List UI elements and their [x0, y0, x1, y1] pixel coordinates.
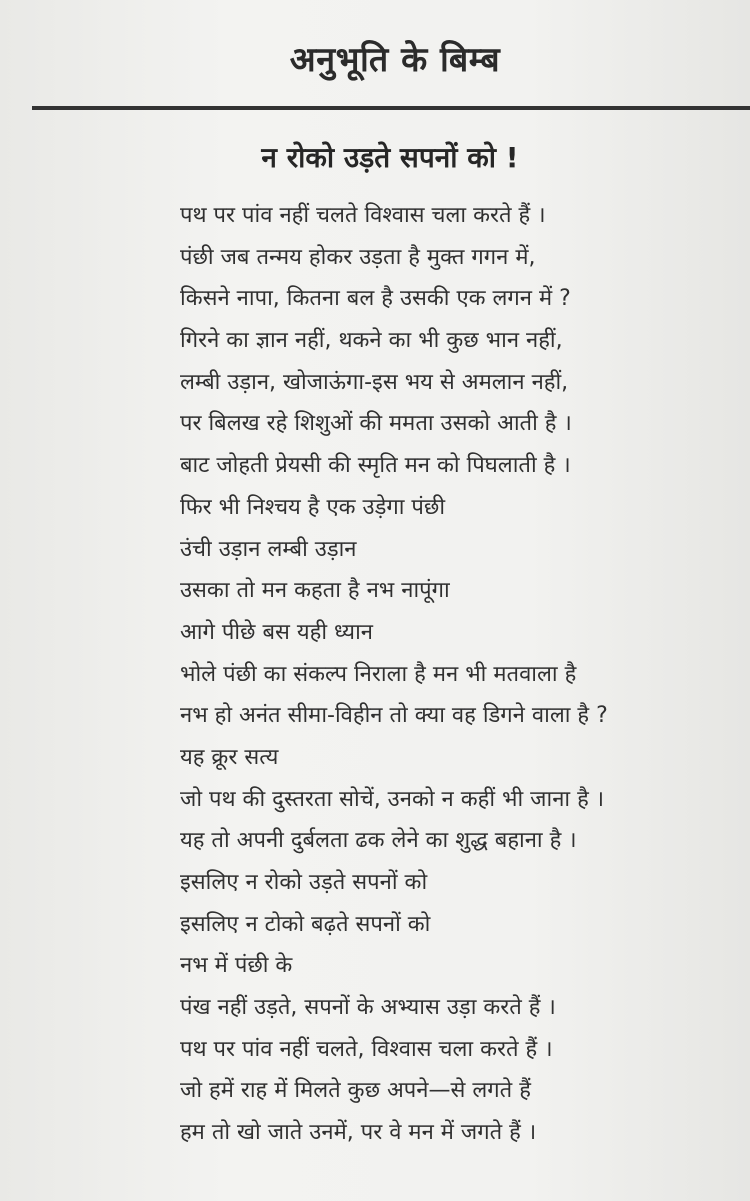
poem-line: पथ पर पांव नहीं चलते विश्वास चला करते हैं । — [180, 203, 546, 228]
header-divider — [32, 106, 750, 110]
poem-line: नभ हो अनंत सीमा-विहीन तो क्या वह डिगने वाला है ? — [180, 703, 608, 729]
poem-line: यह तो अपनी दुर्बलता ढक लेने का शुद्ध बहाना है । — [180, 828, 577, 854]
poem-line: उसका तो मन कहता है नभ नापूंगा — [180, 578, 450, 604]
poem-line: बाट जोहती प्रेयसी की स्मृति मन को पिघलाती है । — [180, 453, 571, 479]
poem-line: पथ पर पांव नहीं चलते, विश्वास चला करते हैं । — [180, 1036, 553, 1062]
poem-line: पर बिलख रहे शिशुओं की ममता उसको आती है । — [180, 411, 572, 437]
poem-line: यह क्रूर सत्य — [180, 744, 279, 770]
book-title: अनुभूति के बिम्ब — [289, 40, 501, 80]
poem-line: इसलिए न रोको उड़ते सपनों को — [180, 870, 428, 895]
poem-title: न रोको उड़ते सपनों को ! — [261, 141, 519, 174]
poem-line: पंख नहीं उड़ते, सपनों के अभ्यास उड़ा करते हैं । — [180, 995, 556, 1021]
poem-line: उंची उड़ान लम्बी उड़ान — [180, 536, 357, 562]
poem-line: हम तो खो जाते उनमें, पर वे मन में जगते हैं । — [180, 1120, 537, 1146]
poem-line: नभ में पंछी के — [180, 953, 293, 979]
poem-line: भोले पंछी का संकल्प निराला है मन भी मतवाला है — [180, 661, 577, 687]
poem-line: फिर भी निश्चय है एक उड़ेगा पंछी — [180, 494, 446, 520]
poem-body — [180, 195, 740, 1154]
poem-line: गिरने का ज्ञान नहीं, थकने का भी कुछ भान नहीं, — [180, 328, 563, 354]
poem-line: किसने नापा, कितना बल है उसकी एक लगन में ? — [180, 286, 571, 312]
poem-line: लम्बी उड़ान, खोजाऊंगा-इस भय से अमलान नहीं, — [180, 369, 569, 395]
poem-line: जो हमें राह में मिलते कुछ अपने—से लगते हैं — [180, 1078, 531, 1104]
poem-line: आगे पीछे बस यही ध्यान — [180, 619, 373, 645]
poem-line: इसलिए न टोको बढ़ते सपनों को — [180, 911, 431, 937]
poem-line: पंछी जब तन्मय होकर उड़ता है मुक्त गगन में, — [180, 244, 536, 270]
poem-line: जो पथ की दुस्तरता सोचें, उनको न कहीं भी जाना है । — [180, 786, 605, 812]
